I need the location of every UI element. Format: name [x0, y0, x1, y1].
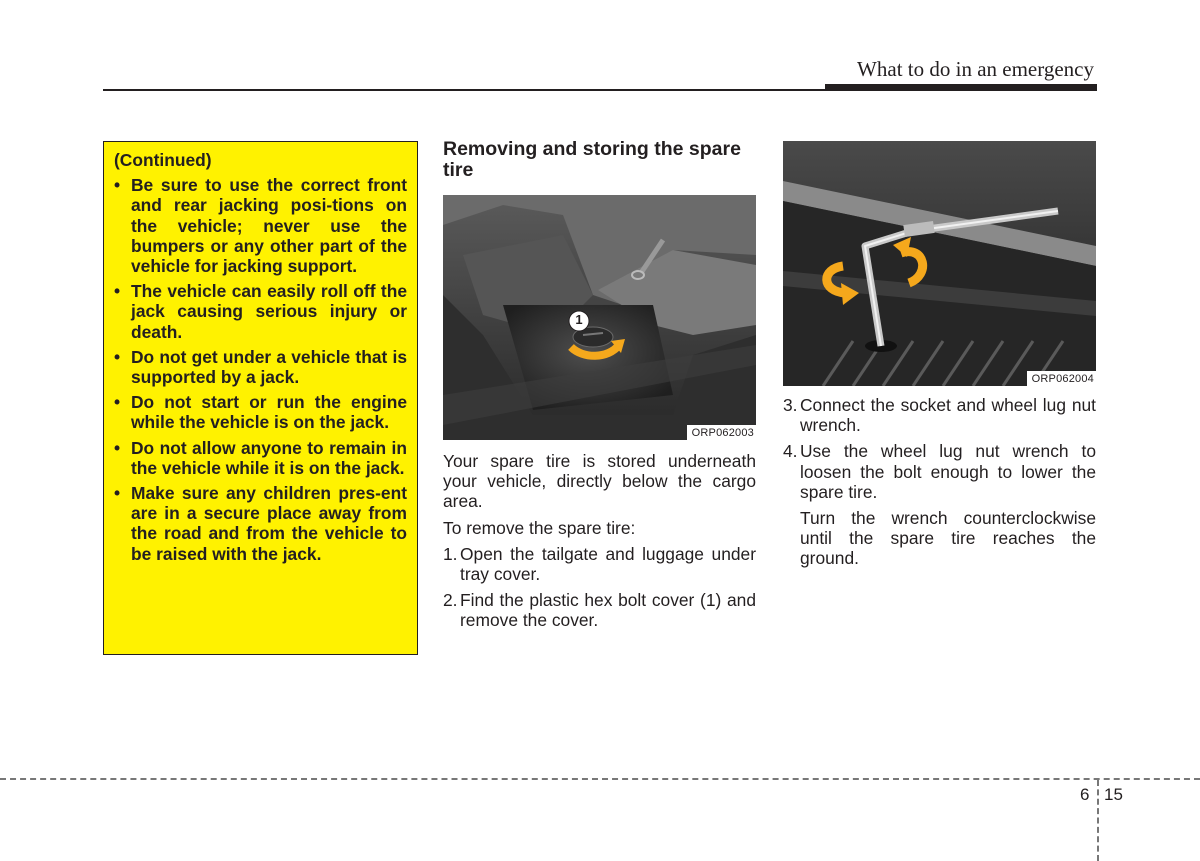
- chapter-number: 6: [1080, 785, 1090, 804]
- step-item: [443, 590, 756, 630]
- warning-item: • Do not allow anyone to remain in the vehicle while it is on the jack.: [114, 438, 407, 478]
- warning-list: [114, 175, 407, 564]
- spare-tire-section: [443, 139, 756, 637]
- warning-item: • The vehicle can easily roll off the jack causing serious injury or death.: [114, 281, 407, 342]
- step-text: Find the plastic hex bolt cover (1) and remove the cover.: [460, 590, 756, 631]
- step-text: Use the wheel lug nut wrench to loosen the bolt enough to lower the spare tire.: [800, 441, 1096, 502]
- warning-continued-label: (Continued): [114, 150, 212, 170]
- warning-box: [103, 141, 418, 655]
- step-text: Open the tailgate and luggage under tray cover.: [460, 543, 756, 585]
- page-number: 15: [1104, 785, 1123, 804]
- footer-divider: [1097, 780, 1099, 861]
- step-number: 1.: [443, 543, 458, 564]
- header-title: What to do in an emergency: [857, 57, 1094, 81]
- step-text: Connect the socket and wheel lug nut wrench.: [800, 395, 1096, 436]
- step-continuation: Turn the wrench counterclockwise until the spare tire reaches the ground.: [800, 508, 1096, 569]
- step-item: [783, 441, 1096, 502]
- figure-caption: ORP062004: [1027, 371, 1096, 386]
- step-item: [443, 544, 756, 584]
- warning-item: • Do not get under a vehicle that is supported by a jack.: [114, 347, 407, 387]
- intro-paragraph: Your spare tire is stored underneath your vehicle, directly below the cargo area.: [443, 451, 756, 512]
- rotation-arrows-icon: [783, 141, 1096, 386]
- warning-item: • Make sure any children pres-ent are in a secure place away from the road and from the vehicle to be raised with the jack.: [114, 483, 407, 564]
- section-title: Removing and storing the spare tire: [443, 138, 741, 181]
- warning-item: • Be sure to use the correct front and rear jacking posi-tions on the vehicle; never use the bumpers or any other part of the vehicle for jacking support.: [114, 175, 407, 276]
- rotation-arrow-icon: [443, 195, 756, 440]
- figure-wrench-socket: [783, 141, 1096, 386]
- figure-hex-bolt-cover: [443, 195, 756, 440]
- steps-lead: To remove the spare tire:: [443, 517, 636, 538]
- warning-item: • Do not start or run the engine while the vehicle is on the jack.: [114, 392, 407, 432]
- step-number: 2.: [443, 590, 458, 611]
- wrench-section: [783, 141, 1096, 569]
- figure-caption: ORP062003: [687, 425, 756, 440]
- footer-rule: [0, 778, 1200, 780]
- header-rule-accent: [825, 84, 1097, 90]
- step-number: 4.: [783, 441, 798, 462]
- step-number: 3.: [783, 395, 798, 415]
- callout-number: 1: [575, 312, 583, 327]
- step-item: [783, 395, 1096, 435]
